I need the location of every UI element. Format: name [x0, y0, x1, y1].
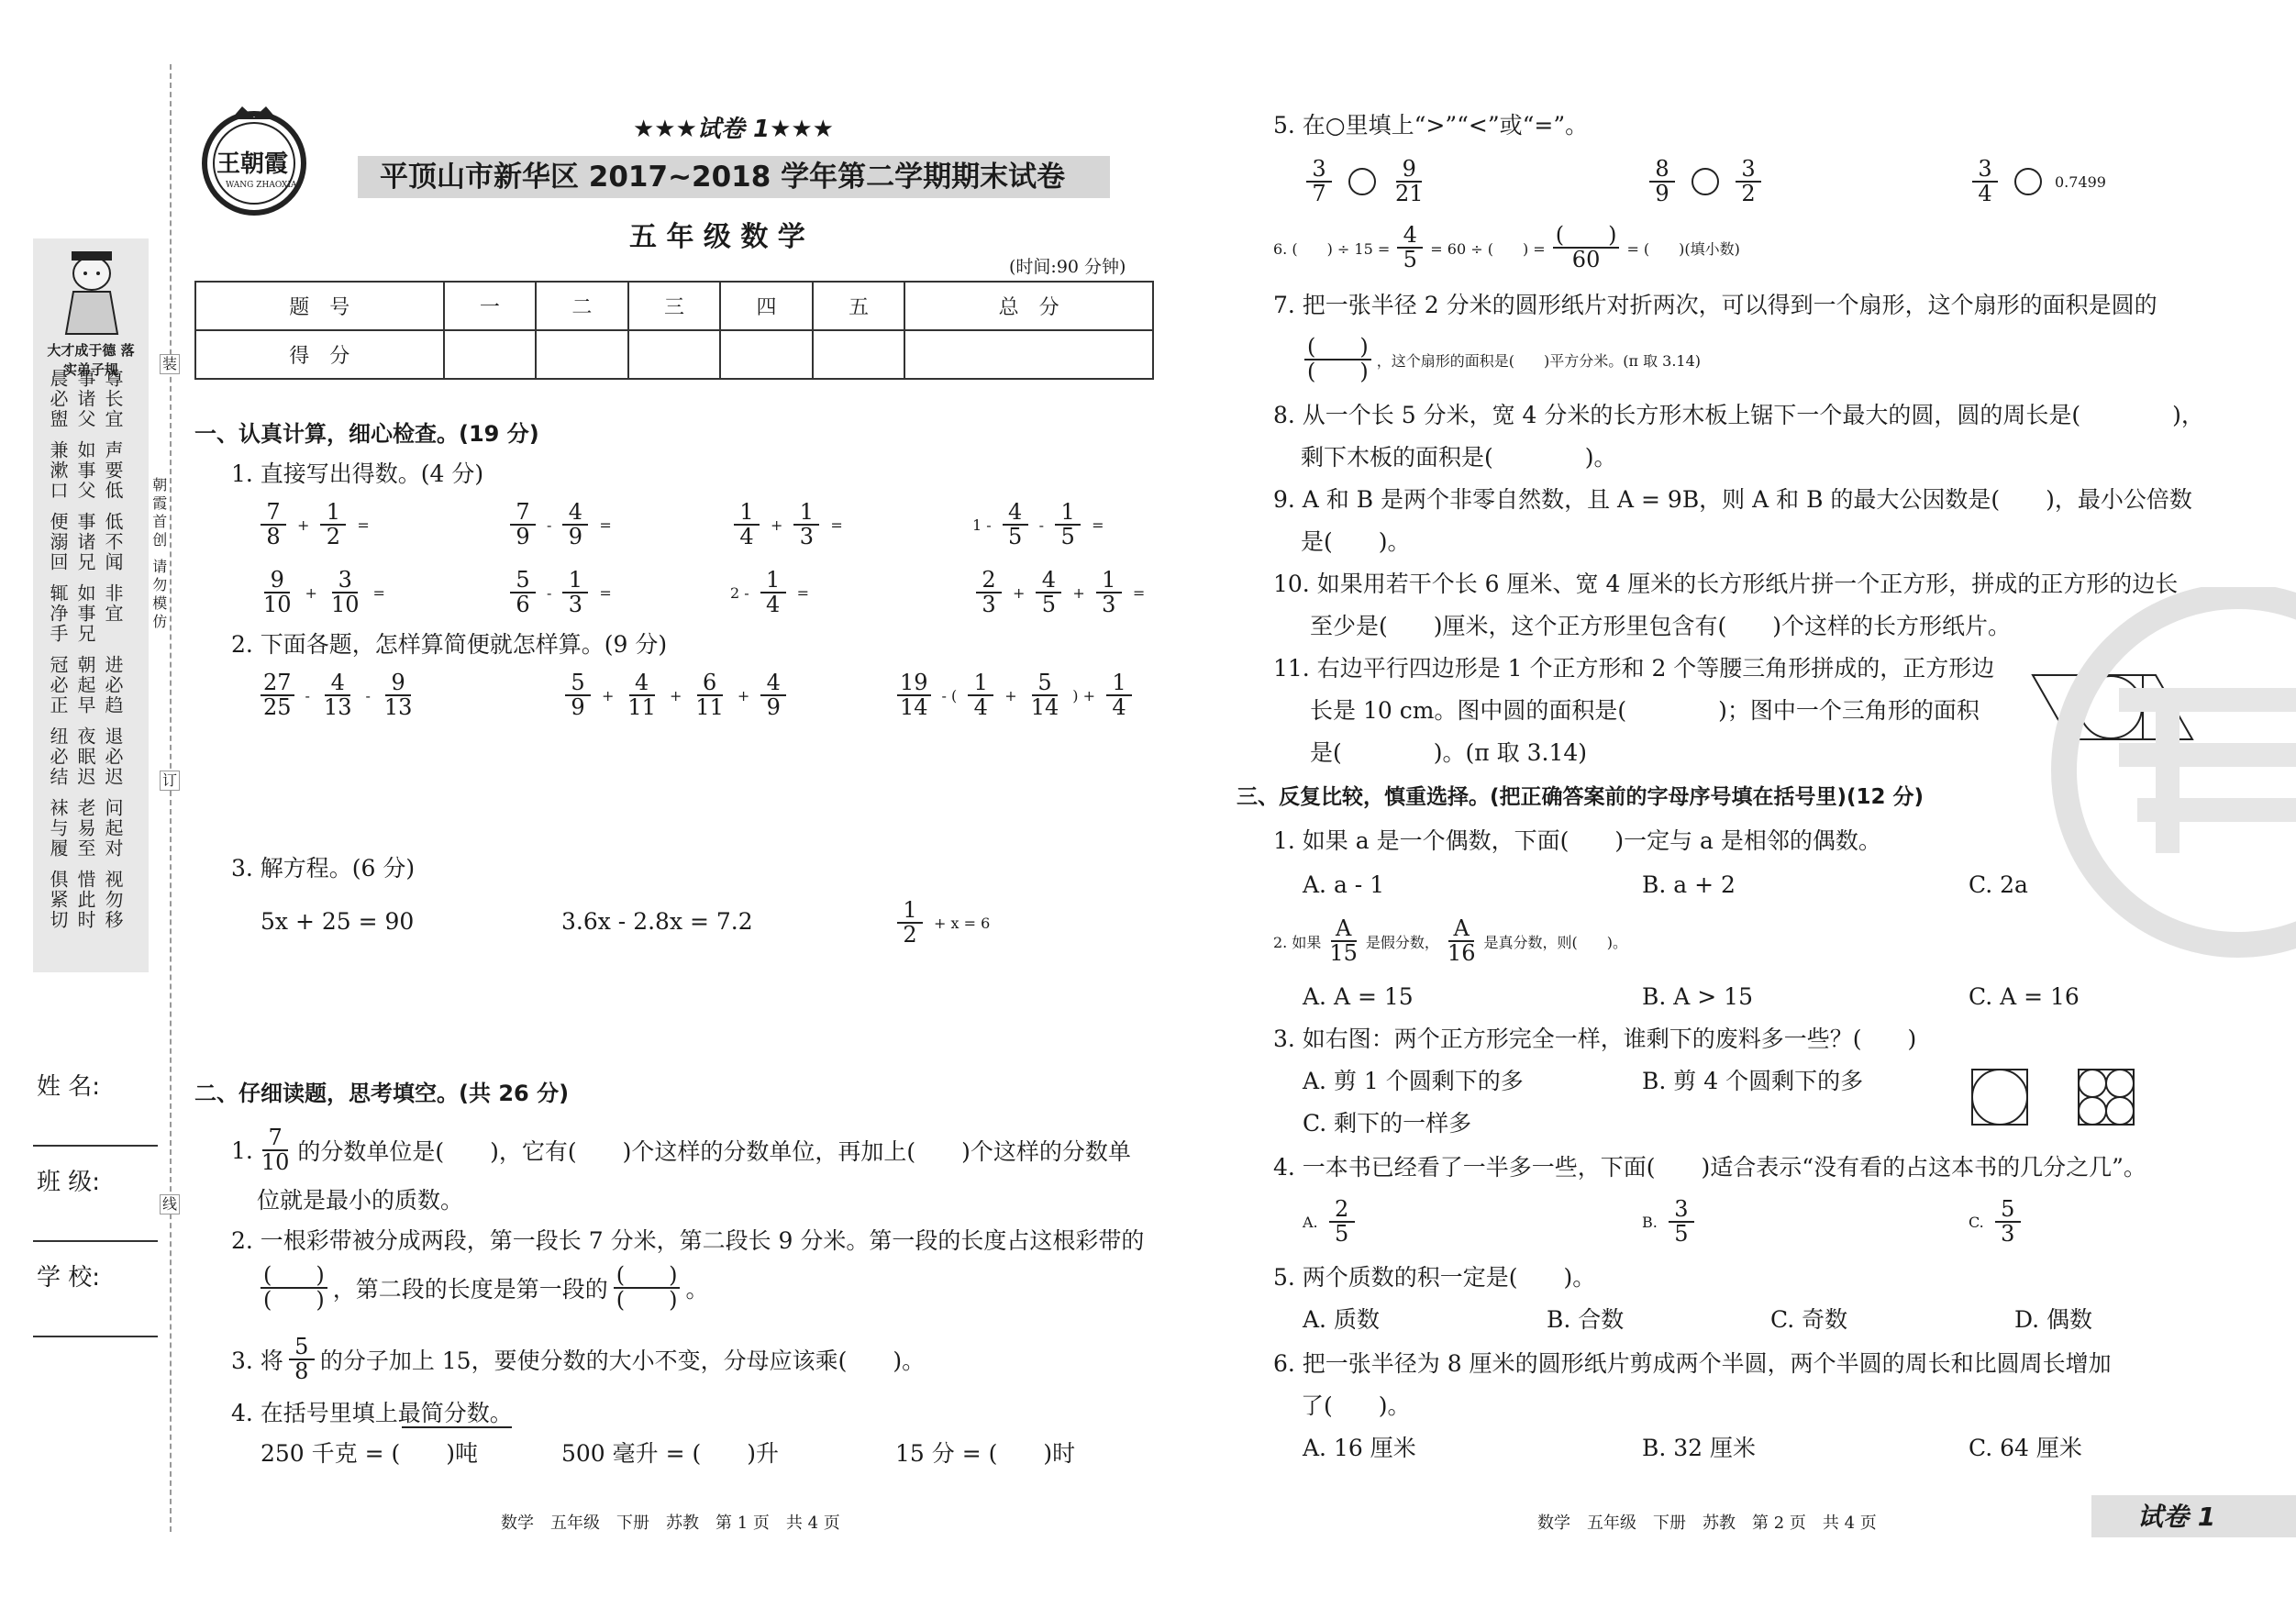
numerator: 4: [562, 501, 588, 526]
q3-title: 3. 解方程。(6 分): [231, 855, 416, 882]
denominator: 13: [383, 694, 413, 721]
fraction: [1736, 158, 1761, 205]
c-q2-opt-b[interactable]: B. A > 15: [1642, 983, 1753, 1010]
calc-row-1-item-4: 1 - $\frac{4}{5}$ - $\frac{1}{5}$ =: [972, 499, 1104, 550]
fill-q4-a: 250 千克 = ( )吨: [261, 1440, 479, 1467]
denominator: 10: [261, 1149, 290, 1176]
numerator: 3: [332, 569, 358, 593]
fraction: [693, 671, 727, 719]
school-field[interactable]: [33, 1336, 158, 1337]
score-header-cell: 五: [813, 282, 905, 330]
numerator: 4: [1397, 224, 1423, 249]
denominator: 21: [1395, 181, 1424, 207]
motto-column: 辄净手: [47, 583, 69, 644]
fill-q2-cont: [257, 1264, 709, 1312]
fraction: [261, 671, 294, 719]
fraction: [321, 671, 355, 719]
fraction: [1669, 1198, 1694, 1246]
binding-mark-3: 线: [160, 1194, 180, 1214]
compare-circle[interactable]: [2014, 168, 2042, 195]
paper-tag: ★★★试卷 1★★★: [633, 116, 834, 143]
name-field[interactable]: [33, 1145, 158, 1147]
fraction: [320, 501, 346, 549]
compare-circle[interactable]: [1348, 168, 1376, 195]
denominator: 60: [1571, 247, 1601, 273]
motto-column: 事诸父: [74, 369, 96, 429]
denominator: 4: [739, 524, 754, 550]
fraction: [289, 1336, 315, 1383]
denominator: 5: [1041, 592, 1057, 618]
school-label: 学 校:: [37, 1264, 101, 1292]
c-q6-line2: 了( )。: [1301, 1392, 1411, 1419]
numerator: ( ): [1553, 224, 1620, 249]
motto-column: 如事兄: [74, 583, 96, 644]
fraction: [1397, 224, 1423, 272]
denominator: ( ): [616, 1287, 678, 1314]
fraction: [261, 501, 286, 549]
fraction: [897, 671, 931, 719]
denominator: 9: [766, 694, 781, 721]
c-q4-opt-b[interactable]: [1642, 1198, 1698, 1246]
q-number: 1.: [231, 1137, 253, 1164]
exam-title: 平顶山市新华区 2017~2018 学年第二学期期末试卷: [380, 161, 1066, 194]
fill-q4-underline: [402, 1426, 512, 1428]
fill-q1-cont: 位就是最小的质数。: [257, 1187, 464, 1214]
numerator: A: [1331, 917, 1357, 942]
denominator: 8: [266, 524, 281, 550]
exam-time: (时间:90 分钟): [1009, 257, 1126, 277]
binding-dash-line: [170, 64, 172, 1532]
score-header-cell: 三: [628, 282, 721, 330]
c-q1-opt-b[interactable]: B. a + 2: [1642, 871, 1736, 898]
fraction: [1096, 569, 1122, 616]
r-q9-line2: 是( )。: [1301, 528, 1411, 555]
denominator: 14: [1030, 694, 1059, 721]
motto-column: 低不闻: [102, 512, 124, 572]
denominator: 4: [766, 592, 781, 618]
score-table-header-row: [195, 282, 1153, 330]
r-q7-line1: 7. 把一张半径 2 分米的圆形纸片对折两次，可以得到一个扇形，这个扇形的面积是圆的: [1273, 292, 2157, 318]
q2-title: 2. 下面各题，怎样算简便就怎样算。(9 分): [231, 631, 668, 658]
fraction: [1326, 917, 1360, 965]
motto-column: 非宜: [102, 583, 124, 624]
c-q6-opt-c[interactable]: C. 64 厘米: [1969, 1435, 2082, 1461]
fill-q4-b: 500 毫升 = ( )升: [561, 1440, 780, 1467]
calc-row-2-item-3: 2 - $\frac{1}{4}$ =: [730, 567, 810, 618]
motto-column: 视勿移: [102, 870, 124, 930]
fraction: [976, 569, 1002, 616]
fraction: [625, 671, 659, 719]
r-q7-line2: [1301, 336, 1701, 383]
fraction: [562, 501, 588, 549]
numerator: 1: [734, 501, 760, 526]
fraction: [1329, 1198, 1355, 1246]
simplify-item-1: $\frac{27}{25}$ - $\frac{4}{13}$ - $\frac{9}{13}$: [257, 671, 418, 719]
numerator: 9: [1396, 158, 1422, 183]
c-q6-opt-a[interactable]: A. 16 厘米: [1303, 1435, 1416, 1461]
binding-mark-2: 订: [160, 771, 180, 791]
score-row-label: 得 分: [195, 330, 444, 379]
denominator: 25: [263, 694, 292, 721]
fraction: [1106, 671, 1132, 719]
c-q5-opt-a[interactable]: A. 质数: [1303, 1306, 1380, 1333]
fraction: [1028, 671, 1062, 719]
side-note: 朝霞首创 请勿模仿: [150, 477, 168, 633]
fraction: [1972, 158, 1998, 205]
q-text: 的分子加上 15，要使分数的大小不变，分母应该乘( )。: [319, 1347, 926, 1375]
denominator: 4: [973, 694, 988, 721]
denominator: 5: [1674, 1221, 1689, 1248]
denominator: ( ): [263, 1287, 325, 1314]
numerator: 6: [697, 671, 723, 696]
motto-column: 朝起早: [74, 655, 96, 715]
equation-3: [893, 899, 990, 947]
fraction: [793, 501, 819, 549]
numerator: 5: [1995, 1198, 2021, 1223]
r-q9-line1: 9. A 和 B 是两个非零自然数，且 A = 9B，则 A 和 B 的最大公因数是( )，最小公倍数: [1273, 486, 2192, 513]
calc-row-2-item-4: $\frac{2}{3}$ + $\frac{4}{5}$ + $\frac{1}{3}$ =: [972, 569, 1145, 616]
compare-value: 0.7499: [2055, 172, 2106, 191]
numerator: 5: [1032, 671, 1058, 696]
simplify-item-2: $\frac{5}{9}$ + $\frac{4}{11}$ + $\frac{6}{11}$ + $\frac{4}{9}$: [561, 671, 790, 719]
numerator: 3: [1306, 158, 1332, 183]
motto-column: 事诸兄: [74, 512, 96, 572]
section-3-title: 三、反复比较，慎重选择。(把正确答案前的字母序号填在括号里)(12 分): [1237, 785, 1924, 809]
q-text: ，这个扇形的面积是( )平方分米。(π 取 3.14): [1376, 351, 1702, 370]
numerator: ( ): [1304, 336, 1371, 360]
motto-column: 夜眠迟: [74, 726, 96, 787]
c-q3-opt-a[interactable]: A. 剪 1 个圆剩下的多: [1303, 1068, 1524, 1094]
motto-column: 尊长宜: [102, 369, 124, 429]
q-text: 6. ( ) ÷ 15 =: [1273, 239, 1391, 258]
motto-column: 兼漱口: [47, 440, 69, 501]
left-page-footer: 数学 五年级 下册 苏教 第 1 页 共 4 页: [501, 1514, 840, 1533]
numerator: 4: [1003, 501, 1028, 526]
c-q5-opt-d[interactable]: D. 偶数: [2014, 1306, 2093, 1333]
r-q5-item-1: [1303, 158, 1430, 205]
score-table: [194, 281, 1154, 380]
fraction: [565, 671, 591, 719]
denominator: 10: [263, 592, 292, 618]
q-text: = 60 ÷ ( ) =: [1430, 239, 1546, 258]
denominator: 4: [1112, 694, 1126, 721]
numerator: 5: [289, 1336, 315, 1360]
q-text: 是假分数，: [1365, 933, 1439, 951]
c-q1-opt-a[interactable]: A. a - 1: [1303, 871, 1385, 898]
numerator: ( ): [614, 1264, 681, 1289]
numerator: 2: [1329, 1198, 1355, 1223]
numerator: 3: [1972, 158, 1998, 183]
score-cell[interactable]: [813, 330, 905, 379]
numerator: 5: [565, 671, 591, 696]
equation-3-tail: + x = 6: [934, 914, 991, 932]
r-q11-line1: 11. 右边平行四边形是 1 个正方形和 2 个等腰三角形拼成的，正方形边: [1273, 655, 1995, 682]
c-q6-opt-b[interactable]: B. 32 厘米: [1642, 1435, 1757, 1461]
numerator: 9: [385, 671, 411, 696]
c-q6-line1: 6. 把一张半径为 8 厘米的圆形纸片剪成两个半圆，两个半圆的周长和比圆周长增加: [1273, 1350, 2112, 1377]
c-q5: 5. 两个质数的积一定是( )。: [1273, 1264, 1596, 1291]
fraction: [259, 1126, 293, 1174]
q-text: 的分数单位是( )，它有( )个这样的分数单位，再加上( )个这样的分数单: [297, 1138, 1131, 1166]
numerator: 4: [760, 671, 786, 696]
denominator: 6: [516, 592, 530, 618]
fraction: [1306, 158, 1332, 205]
fraction: [510, 569, 536, 616]
section-1-title: 一、认真计算，细心检查。(19 分): [194, 421, 539, 447]
score-cell[interactable]: [536, 330, 628, 379]
fraction: [897, 899, 923, 947]
calc-row-2-item-1: $\frac{9}{10}$ + $\frac{3}{10}$ =: [257, 569, 385, 616]
numerator: 9: [264, 569, 290, 593]
calc-row-1-item-2: $\frac{7}{9}$ - $\frac{4}{9}$ =: [506, 501, 612, 549]
denominator: 11: [627, 694, 656, 721]
numerator: ( ): [261, 1264, 327, 1289]
numerator: 1: [897, 899, 923, 924]
equation-1: 5x + 25 = 90: [261, 908, 415, 935]
right-page-footer: 数学 五年级 下册 苏教 第 2 页 共 4 页: [1537, 1514, 1877, 1533]
numerator: 19: [897, 671, 931, 696]
fraction: [261, 1264, 327, 1312]
c-q5-opt-c[interactable]: C. 奇数: [1770, 1306, 1848, 1333]
confidential-stamp-icon: [2027, 587, 2296, 972]
score-table-score-row: [195, 330, 1153, 379]
denominator: 11: [695, 694, 724, 721]
calc-row-2-item-2: $\frac{5}{6}$ - $\frac{1}{3}$ =: [506, 569, 612, 616]
fraction: [1036, 569, 1061, 616]
fraction: [1445, 917, 1479, 965]
c-q1-opt-c[interactable]: C. 2a: [1969, 871, 2028, 898]
r-q10-line1: 10. 如果用若干个长 6 厘米、宽 4 厘米的长方形纸片拼一个正方形，拼成的正方形的边长: [1273, 571, 2179, 597]
numerator: 1: [1096, 569, 1122, 593]
c-q5-opt-b[interactable]: B. 合数: [1547, 1306, 1625, 1333]
corner-tag: 试卷 1: [2137, 1502, 2216, 1532]
score-header-cell: 题 号: [195, 282, 444, 330]
numerator: 1: [562, 569, 588, 593]
motto-column: 老易至: [74, 798, 96, 859]
motto-column: 声要低: [102, 440, 124, 501]
numerator: 1: [760, 569, 786, 593]
motto-column: 便溺回: [47, 512, 69, 572]
fraction: [261, 569, 294, 616]
q1-title: 1. 直接写出得数。(4 分): [231, 460, 484, 487]
fill-q4-c: 15 分 = ( )时: [895, 1440, 1076, 1467]
denominator: 14: [900, 694, 928, 721]
q-text: 是真分数，则( )。: [1483, 933, 1627, 951]
class-field[interactable]: [33, 1240, 158, 1242]
denominator: 16: [1447, 940, 1476, 967]
q-text: ，第二段的长度是第一段的: [332, 1276, 608, 1303]
score-cell[interactable]: [904, 330, 1153, 379]
q-text: 2. 如果: [1273, 933, 1322, 951]
denominator: 3: [799, 524, 815, 550]
motto-column: 如事父: [74, 440, 96, 501]
denominator: 13: [323, 694, 352, 721]
calc-row-1-item-1: $\frac{7}{8}$ + $\frac{1}{2}$ =: [257, 501, 370, 549]
c-q1: 1. 如果 a 是一个偶数，下面( )一定与 a 是相邻的偶数。: [1273, 827, 1881, 854]
score-cell[interactable]: [628, 330, 721, 379]
numerator: 27: [261, 671, 294, 696]
numerator: 1: [968, 671, 993, 696]
option-letter: A.: [1303, 1213, 1318, 1231]
r-q10-line2: 至少是( )厘米，这个正方形里包含有( )个这样的长方形纸片。: [1310, 613, 2012, 639]
fraction: [328, 569, 362, 616]
fraction: [1304, 336, 1371, 383]
numerator: 1: [320, 501, 346, 526]
motto-column: 惜此时: [74, 870, 96, 930]
c-q4-opt-a[interactable]: [1303, 1198, 1359, 1246]
q-text: 3. 将: [231, 1347, 283, 1375]
score-header-cell: 总 分: [904, 282, 1153, 330]
motto-column: 晨必盥: [47, 369, 69, 429]
denominator: 5: [1403, 247, 1417, 273]
score-cell[interactable]: [720, 330, 813, 379]
denominator: 4: [1978, 181, 1992, 207]
denominator: 9: [571, 694, 585, 721]
r-q5-item-3: [1969, 158, 2106, 205]
denominator: 2: [326, 524, 341, 550]
fraction: [968, 671, 993, 719]
q-text: 。: [685, 1276, 709, 1303]
motto-title: 大才成于德 落实弟子规: [47, 342, 135, 378]
denominator: 7: [1312, 181, 1326, 207]
motto-column: 袜与履: [47, 798, 69, 859]
fraction: [1649, 158, 1675, 205]
c-q3-opt-b[interactable]: B. 剪 4 个圆剩下的多: [1642, 1068, 1864, 1094]
squares-figure: [1970, 1068, 2135, 1126]
denominator: 9: [516, 524, 530, 550]
r-q8-line2: 剩下木板的面积是( )。: [1301, 444, 1617, 471]
numerator: 7: [262, 1126, 288, 1151]
scholar-figure-icon: [46, 246, 138, 338]
denominator: 5: [1008, 524, 1023, 550]
fraction: [1392, 158, 1426, 205]
fraction: [614, 1264, 681, 1312]
denominator: 15: [1329, 940, 1358, 967]
fraction: [562, 569, 588, 616]
c-q3-opt-c[interactable]: C. 剩下的一样多: [1303, 1110, 1472, 1137]
equation-2: 3.6x - 2.8x = 7.2: [561, 908, 753, 935]
fraction: [1055, 501, 1081, 549]
fraction: [382, 671, 416, 719]
r-q8-line1: 8. 从一个长 5 分米，宽 4 分米的长方形木板上锯下一个最大的圆，圆的周长是( )，: [1273, 402, 2204, 428]
score-header-cell: 四: [720, 282, 813, 330]
c-q2: [1273, 917, 1627, 965]
fraction: [1553, 224, 1620, 272]
c-q2-opt-c[interactable]: C. A = 16: [1969, 983, 2080, 1010]
c-q3: 3. 如右图：两个正方形完全一样，谁剩下的废料多一些？( ): [1273, 1026, 1917, 1052]
numerator: 2: [976, 569, 1002, 593]
numerator: 4: [325, 671, 350, 696]
numerator: 1: [793, 501, 819, 526]
fraction: [760, 569, 786, 616]
fraction: [734, 501, 760, 549]
denominator: 3: [1102, 592, 1116, 618]
fraction: [760, 671, 786, 719]
denominator: 2: [903, 922, 917, 948]
r-q11-line2: 长是 10 cm。图中圆的面积是( )；图中一个三角形的面积: [1310, 697, 1980, 724]
denominator: 5: [1335, 1221, 1349, 1248]
r-q6: [1273, 224, 1740, 272]
fill-q3: [231, 1336, 925, 1383]
motto-column: 纽必结: [47, 726, 69, 787]
fill-q2: 2. 一根彩带被分成两段，第一段长 7 分米，第二段长 9 分米。第一段的长度占这根彩带的: [231, 1227, 1145, 1254]
c-q4: 4. 一本书已经看了一半多一些，下面( )适合表示“没有看的占这本书的几分之几”。: [1273, 1154, 2146, 1181]
motto-column: 退必迟: [102, 726, 124, 787]
logo-subtext: WANG ZHAOXIA: [226, 181, 297, 190]
denominator: 2: [1741, 181, 1756, 207]
simplify-item-3: $\frac{19}{14}$ - ( $\frac{1}{4}$ + $\frac{5}{14}$ ) + $\frac{1}{4}$: [893, 671, 1136, 719]
numerator: 3: [1736, 158, 1761, 183]
score-header-cell: 二: [536, 282, 628, 330]
numerator: 4: [1036, 569, 1061, 593]
r-q5: 5. 在○里填上“>”“<”或“=”。: [1273, 112, 1589, 139]
denominator: 9: [1655, 181, 1669, 207]
numerator: 1: [1106, 671, 1132, 696]
logo-text: 王朝霞: [216, 150, 289, 178]
score-header-cell: 一: [444, 282, 537, 330]
motto-column: 俱紧切: [47, 870, 69, 930]
calc-row-1-item-3: $\frac{1}{4}$ + $\frac{1}{3}$ =: [730, 501, 843, 549]
denominator: 3: [982, 592, 996, 618]
fill-q1: [231, 1126, 1131, 1174]
fraction: [1995, 1198, 2021, 1246]
subject-title: 五 年 级 数 学: [629, 221, 805, 253]
denominator: ( ): [1307, 359, 1369, 385]
r-q5-item-2: [1646, 158, 1765, 205]
denominator: 10: [330, 592, 360, 618]
numerator: 7: [261, 501, 286, 526]
score-cell[interactable]: [444, 330, 537, 379]
denominator: 5: [1060, 524, 1075, 550]
denominator: 3: [568, 592, 583, 618]
c-q4-opt-c[interactable]: [1969, 1198, 2024, 1246]
binding-mark-1: 装: [160, 354, 180, 374]
motto-column: 进必趋: [102, 655, 124, 715]
option-letter: C.: [1969, 1213, 1984, 1231]
numerator: 8: [1649, 158, 1675, 183]
numerator: 1: [1055, 501, 1081, 526]
denominator: 3: [2001, 1221, 2015, 1248]
class-label: 班 级:: [37, 1169, 101, 1196]
name-label: 姓 名:: [37, 1073, 101, 1101]
numerator: 3: [1669, 1198, 1694, 1223]
section-2-title: 二、仔细读题，思考填空。(共 26 分): [194, 1081, 570, 1106]
c-q2-opt-a[interactable]: A. A = 15: [1303, 983, 1414, 1010]
option-letter: B.: [1642, 1213, 1658, 1231]
denominator: 9: [568, 524, 583, 550]
q-text: = ( )(填小数): [1626, 239, 1740, 258]
binding-gutter: [0, 0, 178, 1597]
fill-q4: 4. 在括号里填上最简分数。: [231, 1400, 513, 1426]
r-q11-line3: 是( )。(π 取 3.14): [1310, 739, 1588, 766]
denominator: 8: [294, 1359, 309, 1385]
motto-column: 问起对: [102, 798, 124, 859]
compare-circle[interactable]: [1691, 168, 1719, 195]
numerator: 4: [629, 671, 655, 696]
fraction: [510, 501, 536, 549]
numerator: 7: [510, 501, 536, 526]
numerator: 5: [510, 569, 536, 593]
fraction: [1003, 501, 1028, 549]
numerator: A: [1448, 917, 1474, 942]
motto-column: 冠必正: [47, 655, 69, 715]
